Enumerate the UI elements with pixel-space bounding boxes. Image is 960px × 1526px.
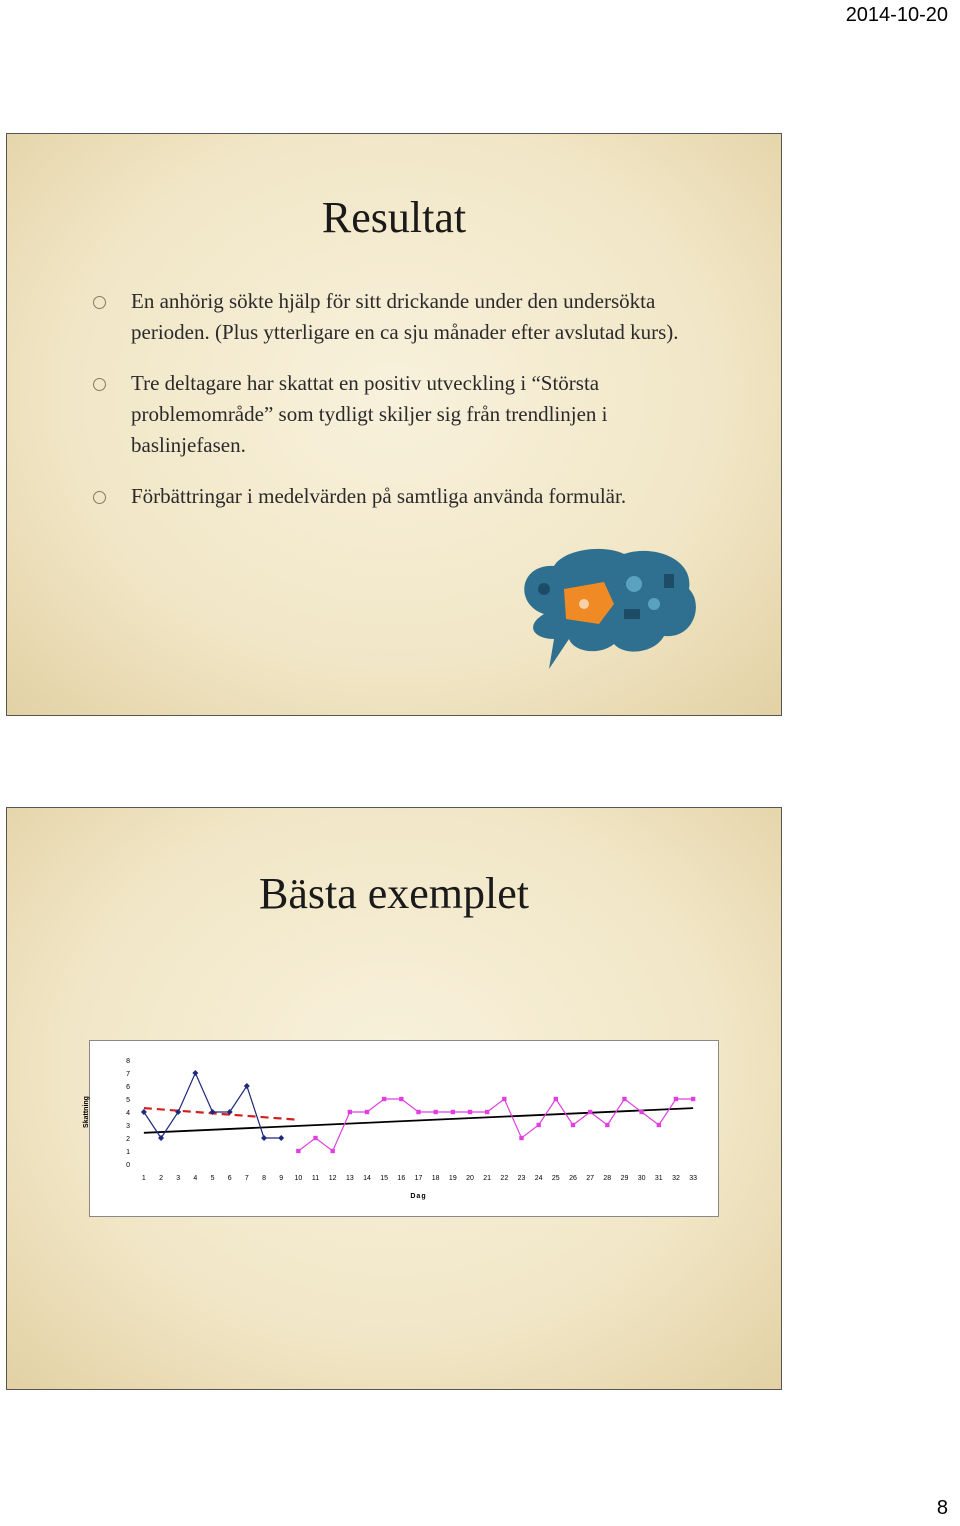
x-tick-label: 18 [431,1175,440,1182]
bullet-item [93,481,693,512]
x-tick-label: 6 [227,1175,232,1182]
x-axis-label: Dag [410,1193,427,1200]
data-point [399,1097,403,1101]
data-point [313,1136,317,1140]
bullet-text: En anhörig sökte hjälp för sitt drickande under den undersökta perioden. (Plus ytterligare en ca sju månader efter avslutad kurs). [131,289,679,344]
data-point [296,1149,300,1153]
data-point [571,1123,575,1127]
y-tick-label: 3 [126,1123,130,1130]
x-tick-label: 27 [586,1175,595,1182]
data-point [382,1097,386,1101]
y-tick-label: 2 [126,1136,130,1143]
y-tick-label: 7 [126,1071,130,1078]
series-line [144,1073,281,1138]
x-tick-label: 5 [210,1175,215,1182]
chart-svg [83,1041,718,1216]
slide-resultat [6,133,782,716]
x-tick-label: 31 [654,1175,663,1182]
x-tick-label: 33 [689,1175,698,1182]
data-point [639,1110,643,1114]
y-tick-label: 8 [126,1058,130,1065]
data-point [657,1123,661,1127]
circle-bullet-icon [93,491,106,504]
x-tick-label: 28 [603,1175,612,1182]
y-tick-label: 0 [126,1162,130,1169]
data-point [485,1110,489,1114]
data-point [502,1097,506,1101]
x-tick-label: 32 [672,1175,680,1182]
x-tick-label: 21 [483,1175,492,1182]
x-tick-label: 8 [262,1175,266,1182]
y-axis-label: Skattning [83,1096,90,1128]
x-tick-label: 2 [159,1175,163,1182]
page-date: 2014-10-20 [845,4,948,26]
x-tick-label: 29 [620,1175,629,1182]
bullet-text: Förbättringar i medelvärden på samtliga använda formulär. [131,484,627,508]
x-tick-label: 25 [551,1175,560,1182]
data-point [451,1110,455,1114]
brain-speech-bubble-icon [504,544,704,674]
x-tick-label: 14 [363,1175,371,1182]
slide-title: Resultat [321,193,467,242]
data-point [192,1070,198,1076]
data-point [588,1110,592,1114]
y-tick-label: 4 [126,1110,130,1117]
x-tick-label: 11 [311,1175,320,1182]
data-point [536,1123,540,1127]
data-point [691,1097,695,1101]
x-tick-label: 12 [328,1175,337,1182]
data-point [330,1149,334,1153]
x-tick-label: 26 [569,1175,577,1182]
x-tick-label: 20 [466,1175,474,1182]
x-tick-label: 23 [517,1175,526,1182]
x-tick-label: 16 [397,1175,406,1182]
circle-bullet-icon [93,296,106,309]
data-point [519,1136,523,1140]
x-tick-label: 15 [380,1175,389,1182]
x-tick-label: 22 [500,1175,509,1182]
x-tick-label: 4 [193,1175,198,1182]
data-point [433,1110,437,1114]
line-chart [83,1040,719,1217]
circle-bullet-icon [93,378,106,391]
page-number: 8 [936,1497,948,1519]
x-tick-label: 19 [448,1175,457,1182]
series-line [298,1099,693,1151]
data-point [416,1110,420,1114]
baseline-trend-line [144,1108,298,1120]
bullet-item [93,368,693,461]
x-tick-label: 3 [176,1175,181,1182]
data-point [554,1097,558,1101]
x-tick-label: 9 [279,1175,284,1182]
bullet-item [93,286,693,348]
x-tick-label: 1 [141,1175,146,1182]
x-tick-label: 7 [244,1175,249,1182]
data-point [468,1110,472,1114]
bullet-text: Tre deltagare har skattat en positiv utveckling i “Största problemområde” som tydligt skiljer sig från trendlinjen i baslinjefasen. [131,371,608,457]
slide-title: Bästa exemplet [258,869,529,918]
data-point [278,1135,284,1141]
x-tick-label: 30 [637,1175,646,1182]
x-tick-label: 24 [534,1175,543,1182]
data-point [261,1135,267,1141]
data-point [348,1110,352,1114]
y-tick-label: 6 [126,1084,130,1091]
x-tick-label: 13 [345,1175,354,1182]
x-tick-label: 17 [414,1175,423,1182]
data-point [674,1097,678,1101]
y-tick-label: 5 [126,1097,130,1104]
y-tick-label: 1 [126,1149,130,1156]
data-point [365,1110,369,1114]
data-point [622,1097,626,1101]
x-tick-label: 10 [294,1175,303,1182]
bullet-list [93,286,693,532]
data-point [605,1123,609,1127]
slide-basta-exemplet [6,807,782,1390]
